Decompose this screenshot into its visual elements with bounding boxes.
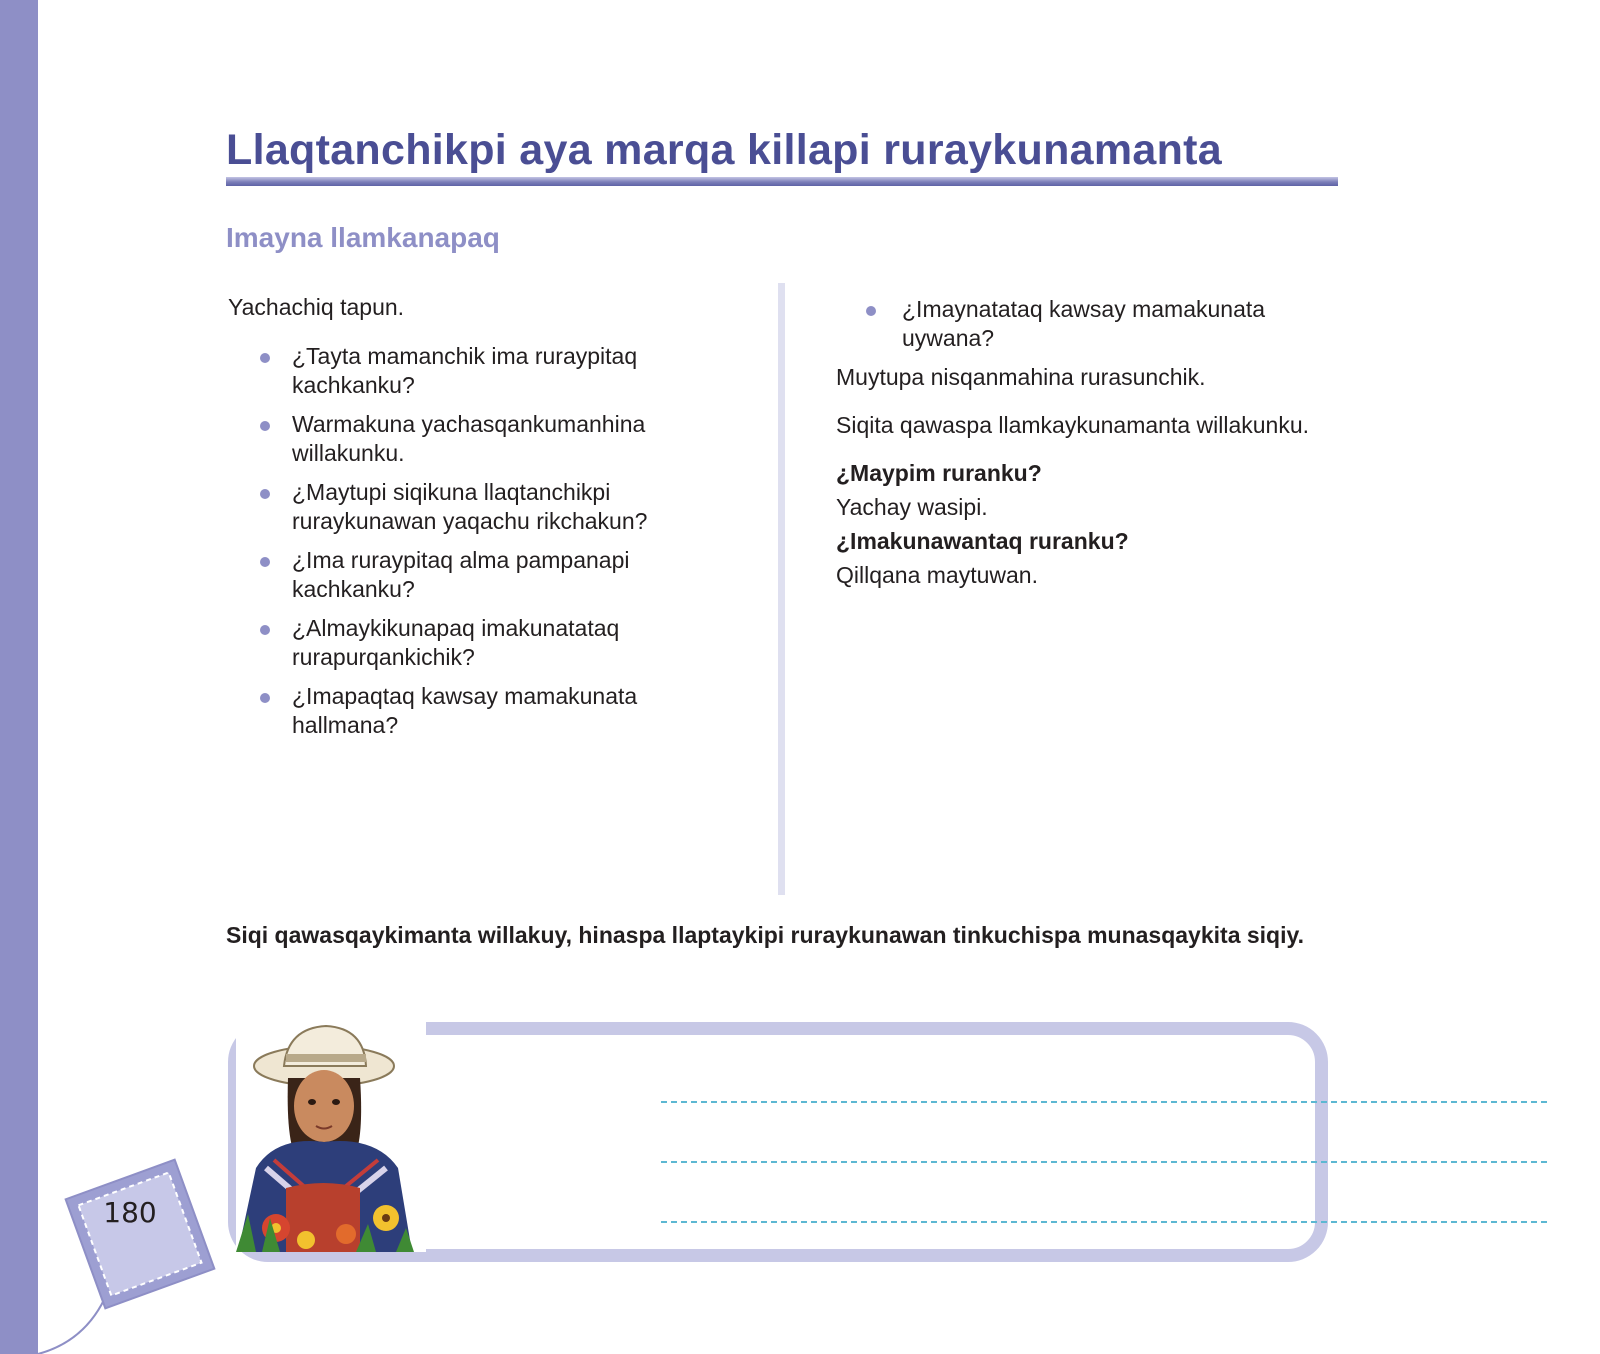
title-underline	[226, 177, 1338, 186]
list-item	[836, 295, 1356, 353]
left-column	[228, 293, 748, 750]
question-list	[228, 342, 748, 740]
question-text: ¿Almaykikunapaq imakunatataq rurapurqankichik?	[292, 615, 620, 670]
column-divider	[778, 283, 785, 895]
question-heading: ¿Imakunawantaq ruranku?	[836, 528, 1129, 554]
question-text: Warmakuna yachasqankumanhina willakunku.	[292, 411, 646, 466]
page-number-badge	[30, 1150, 230, 1354]
list-item	[228, 342, 748, 400]
answer-text: Qillqana maytuwan.	[836, 562, 1038, 588]
question-text: ¿Ima ruraypitaq alma pampanapi kachkanku?	[292, 547, 630, 602]
question-list	[836, 295, 1356, 353]
question-text: ¿Imapaqtaq kawsay mamakunata hallmana?	[292, 683, 638, 738]
bullet-icon	[260, 421, 270, 431]
intro-text: Yachachiq tapun.	[228, 294, 405, 320]
list-item	[228, 614, 748, 672]
bullet-icon	[866, 306, 876, 316]
question-text: ¿Maytupi siqikuna llaqtanchikpi ruraykunawan yaqachu rikchakun?	[292, 479, 648, 534]
bullet-icon	[260, 625, 270, 635]
right-column	[836, 295, 1356, 590]
question-heading: ¿Maypim ruranku?	[836, 460, 1042, 486]
list-item	[228, 478, 748, 536]
writing-line[interactable]	[661, 1161, 1547, 1163]
list-item	[228, 410, 748, 468]
section-subtitle: Imayna llamkanapaq	[226, 222, 500, 253]
question-text: ¿Tayta mamanchik ima ruraypitaq kachkanku?	[292, 343, 638, 398]
page-title: Llaqtanchikpi aya marqa killapi ruraykunamanta	[226, 126, 1222, 174]
bullet-icon	[260, 489, 270, 499]
question-text: ¿Imaynatataq kawsay mamakunata uywana?	[902, 296, 1266, 351]
activity-instruction: Siqi qawasqaykimanta willakuy, hinaspa llaptaykipi ruraykunawan tinkuchispa munasqaykita siqiy.	[226, 922, 1304, 948]
bullet-icon	[260, 557, 270, 567]
writing-line[interactable]	[661, 1221, 1547, 1223]
page-number: 180	[103, 1196, 157, 1229]
girl-illustration	[236, 1018, 426, 1252]
paragraph: Siqita qawaspa llamkaykunamanta willakunku.	[836, 412, 1310, 438]
list-item	[228, 546, 748, 604]
list-item	[228, 682, 748, 740]
answer-text: Yachay wasipi.	[836, 494, 988, 520]
paragraph: Muytupa nisqanmahina rurasunchik.	[836, 364, 1206, 390]
bullet-icon	[260, 693, 270, 703]
writing-line[interactable]	[661, 1101, 1547, 1103]
bullet-icon	[260, 353, 270, 363]
